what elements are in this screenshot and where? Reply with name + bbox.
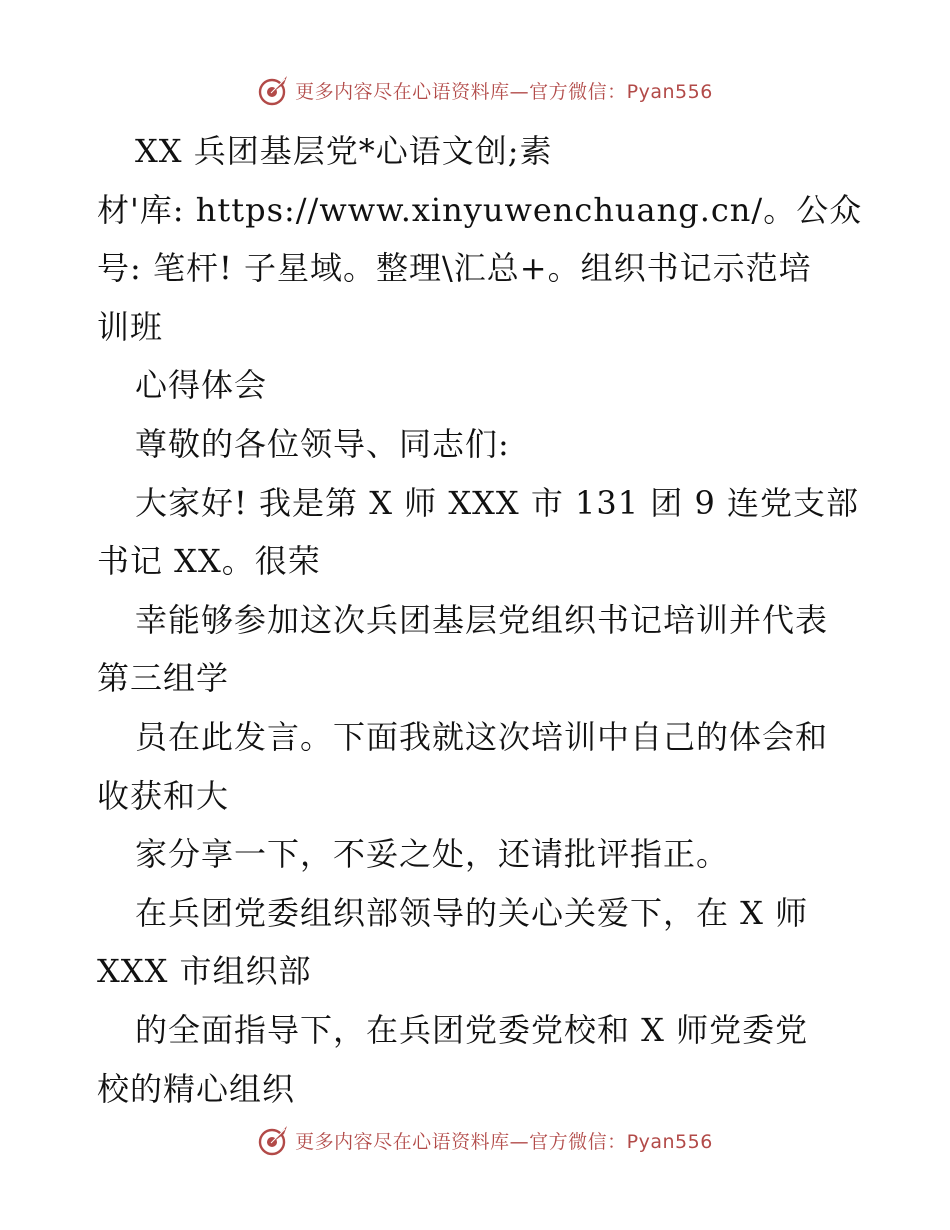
text-line: 家分享一下，不妥之处，还请批评指正。 (135, 835, 730, 874)
header-watermark-banner (0, 70, 950, 110)
text-line: 大家好! 我是第 X 师 XXX 市 131 团 9 连党支部 (135, 483, 859, 522)
watermark-text: 更多内容尽在心语资料库—官方微信：Pyan556 (295, 80, 713, 103)
text-line: 在兵团党委组织部领导的关心关爱下，在 X 师 (135, 893, 809, 932)
text-line: 第三组学 (97, 659, 230, 698)
text-line: 幸能够参加这次兵团基层党组织书记培训并代表 (135, 600, 829, 639)
text-line: 收获和大 (97, 776, 230, 815)
text-line: 心得体会 (135, 366, 268, 405)
text-line: 校的精心组织 (97, 1069, 296, 1108)
text-line: 书记 XX。很荣 (97, 542, 321, 581)
text-line: 员在此发言。下面我就这次培训中自己的体会和 (135, 717, 829, 756)
text-line: 训班 (97, 307, 164, 346)
text-line: 材'库: https://www.xinyuwenchuang.cn/。公众 (97, 190, 863, 229)
quill-logo-icon (257, 1123, 291, 1157)
text-line: 尊敬的各位领导、同志们: (135, 424, 510, 463)
document-body (97, 122, 863, 1118)
text-line: XXX 市组织部 (97, 952, 312, 991)
text-line: 号: 笔杆! 子星域。整理\汇总+。组织书记示范培 (97, 249, 812, 288)
footer-watermark-banner (0, 1120, 950, 1160)
watermark-text: 更多内容尽在心语资料库—官方微信：Pyan556 (295, 1130, 713, 1153)
text-line: XX 兵团基层党*心语文创;素 (135, 132, 553, 170)
text-line: 的全面指导下，在兵团党委党校和 X 师党委党 (135, 1010, 809, 1049)
quill-logo-icon (257, 73, 291, 107)
